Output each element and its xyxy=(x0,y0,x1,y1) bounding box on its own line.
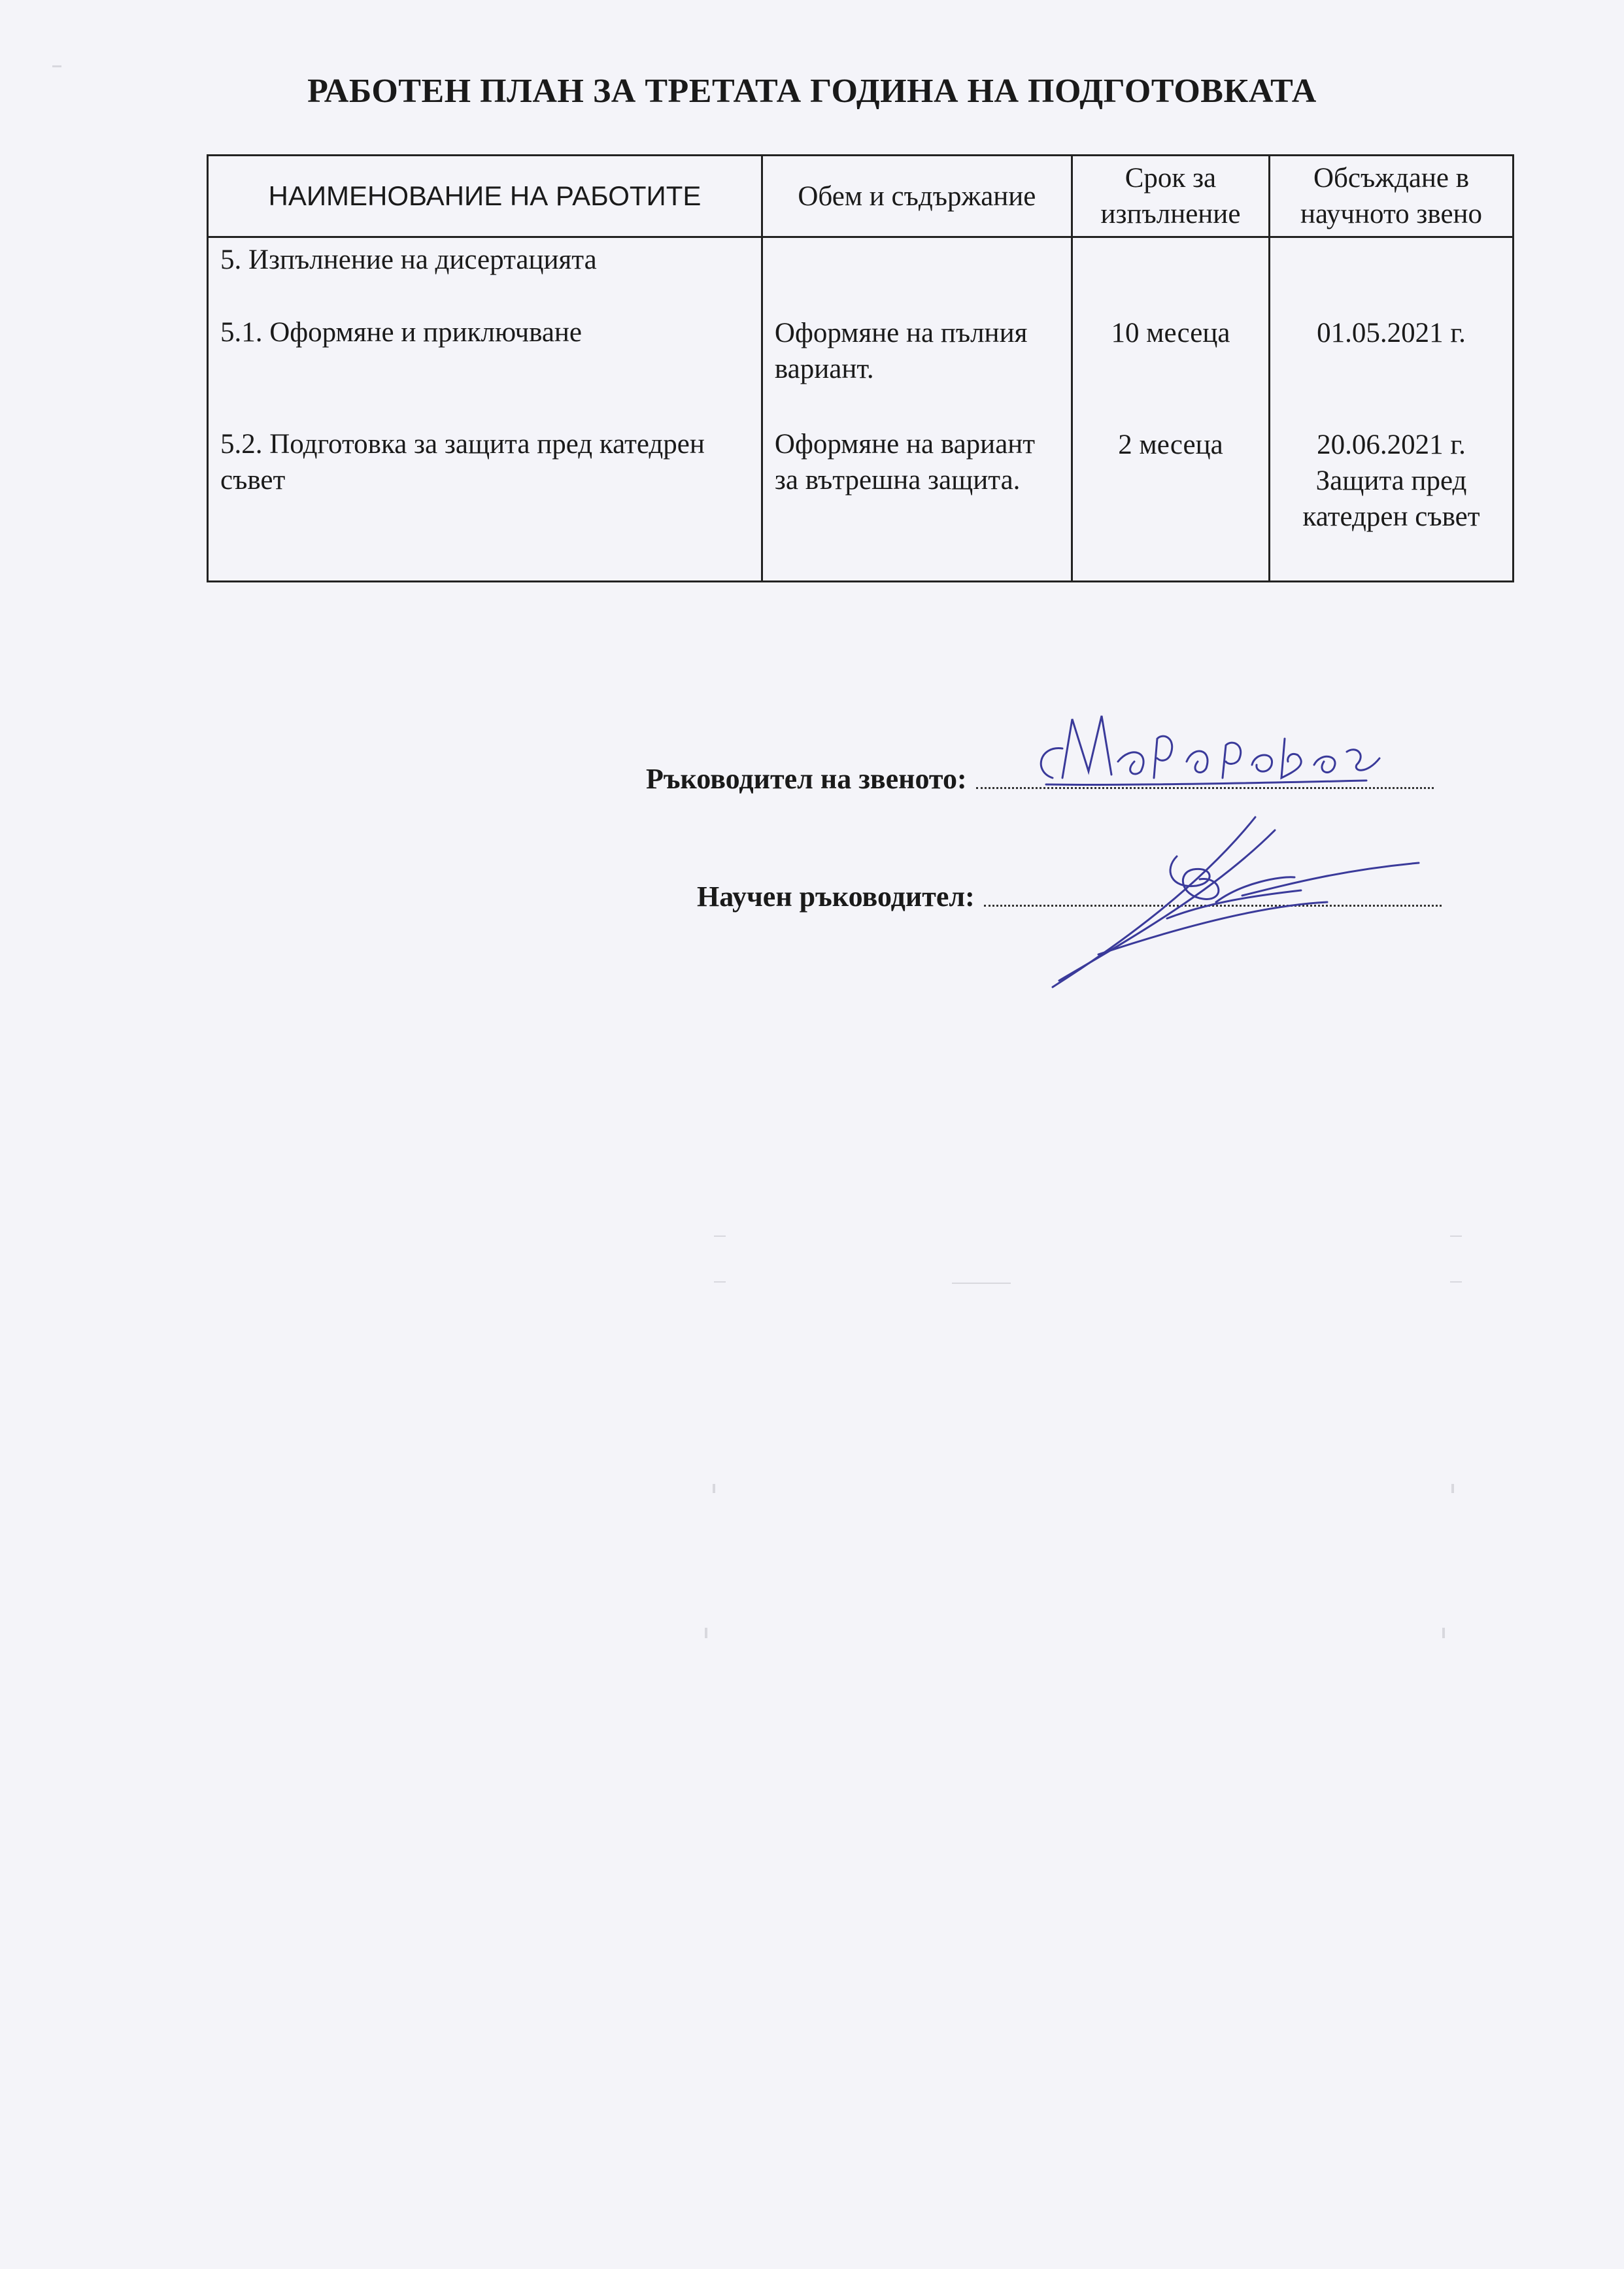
scan-artifact xyxy=(713,1484,715,1493)
name-cell xyxy=(208,237,762,582)
scan-artifact xyxy=(714,1281,726,1283)
supervisor-handwritten-signature xyxy=(1046,804,1425,994)
scan-artifact xyxy=(714,1235,726,1237)
scan-artifact xyxy=(1450,1235,1462,1237)
scan-artifact xyxy=(1442,1628,1445,1638)
scan-artifact xyxy=(1450,1281,1462,1283)
supervisor-label: Научен ръководител: xyxy=(697,881,975,913)
scan-artifact xyxy=(952,1283,1011,1284)
row-1-term: 10 месеца xyxy=(1111,318,1230,349)
row-1-name: 5.1. Оформяне и приключване xyxy=(220,317,583,348)
unit-head-handwritten-signature xyxy=(1026,699,1393,804)
table-header-row xyxy=(208,156,1514,237)
header-name: НАИМЕНОВАНИЕ НА РАБОТИТЕ xyxy=(208,156,762,237)
page-title: РАБОТЕН ПЛАН ЗА ТРЕТАТА ГОДИНА НА ПОДГОТОВКАТА xyxy=(307,73,1317,110)
header-term: Срок за изпълнение xyxy=(1072,156,1269,237)
header-discussion: Обсъждане в научното звено xyxy=(1270,156,1514,237)
row-2-name: 5.2. Подготовка за защита пред катедрен съвет xyxy=(220,429,705,496)
table-row xyxy=(208,237,1514,582)
volume-cell xyxy=(762,237,1072,582)
work-plan-table xyxy=(207,154,1514,582)
row-2-discussion: 20.06.2021 г. Защита пред катедрен съвет xyxy=(1302,429,1480,533)
row-1-discussion: 01.05.2021 г. xyxy=(1317,318,1466,349)
row-2-term: 2 месеца xyxy=(1118,429,1223,461)
scan-artifact xyxy=(52,65,61,67)
row-1-volume: Оформяне на пълния вариант. xyxy=(774,318,1028,385)
header-volume: Обем и съдържание xyxy=(762,156,1072,237)
scan-artifact xyxy=(1451,1484,1454,1493)
scan-artifact xyxy=(705,1628,707,1638)
section-title: 5. Изпълнение на дисертацията xyxy=(220,244,597,276)
discussion-cell xyxy=(1270,237,1514,582)
unit-head-label: Ръководител на звеното: xyxy=(646,763,967,795)
row-2-volume: Оформяне на вариант за вътрешна защита. xyxy=(774,429,1036,496)
term-cell xyxy=(1072,237,1269,582)
